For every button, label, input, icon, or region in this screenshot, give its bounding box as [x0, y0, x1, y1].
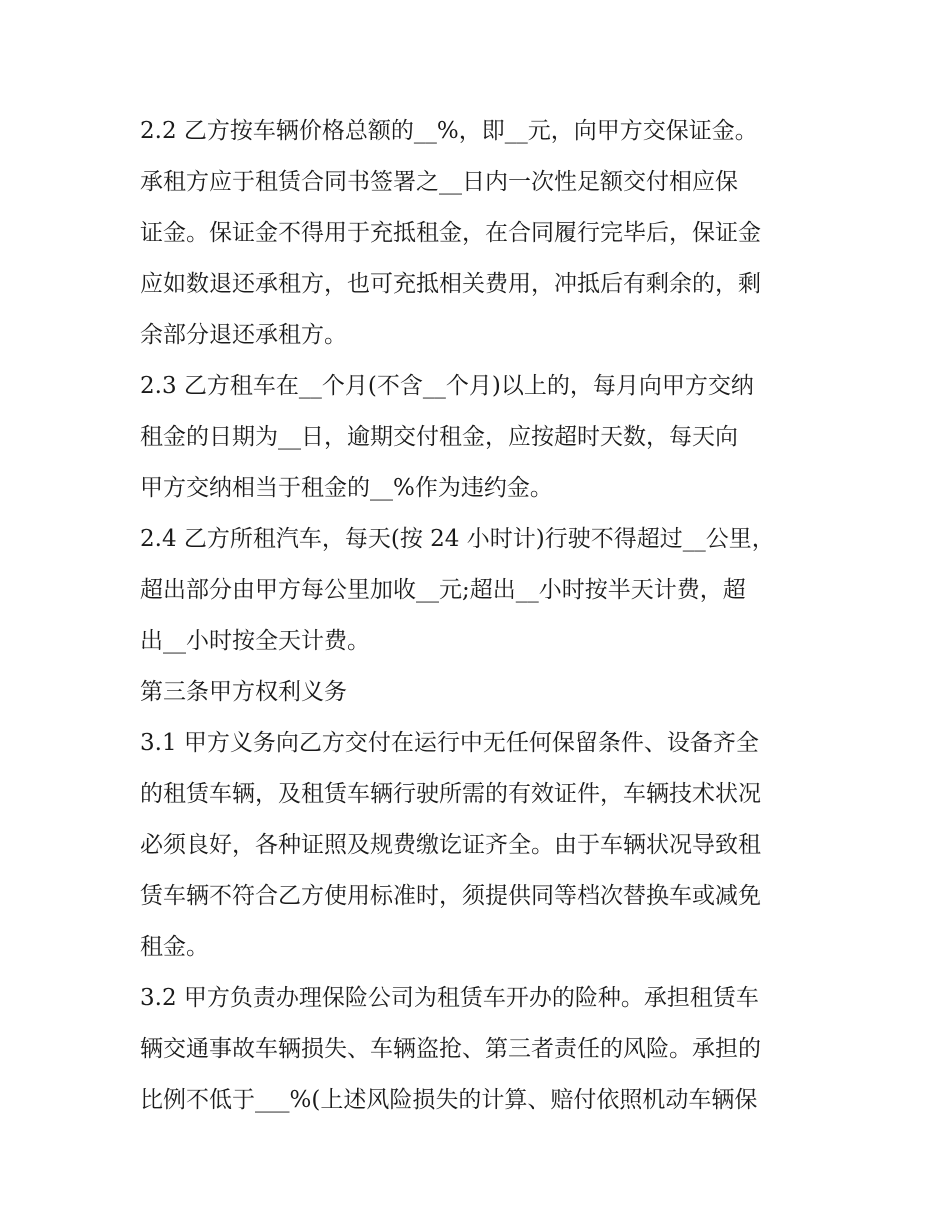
section-heading: 第三条甲方权利义务 [140, 679, 347, 705]
clause-2-2-line-3: 证金。保证金不得用于充抵租金，在合同履行完毕后，保证金 [140, 220, 761, 246]
clause-3-1-line-1: 3.1 甲方义务向乙方交付在运行中无任何保留条件、设备齐全 [140, 730, 759, 756]
clause-2-2-line-2: 承租方应于租赁合同书签署之__日内一次性足额交付相应保 [140, 169, 738, 195]
clause-3-2-line-3: 比例不低于___%(上述风险损失的计算、赔付依照机动车辆保 [140, 1087, 758, 1113]
clause-3-1-line-4: 赁车辆不符合乙方使用标准时，须提供同等档次替换车或减免 [140, 883, 761, 909]
clause-3-2-line-2: 辆交通事故车辆损失、车辆盗抢、第三者责任的风险。承担的 [140, 1036, 761, 1062]
clause-2-3-line-2: 租金的日期为__日，逾期交付租金，应按超时天数，每天向 [140, 424, 738, 450]
clause-2-3-line-3: 甲方交纳相当于租金的__%作为违约金。 [140, 475, 553, 501]
clause-2-2-line-5: 余部分退还承租方。 [140, 322, 347, 348]
clause-3-1-line-2: 的租赁车辆，及租赁车辆行驶所需的有效证件，车辆技术状况 [140, 781, 761, 807]
clause-2-4-line-2: 超出部分由甲方每公里加收__元;超出__小时按半天计费，超 [140, 577, 746, 603]
clause-2-3-line-1: 2.3 乙方租车在__个月(不含__个月)以上的，每月向甲方交纳 [140, 373, 754, 399]
clause-2-2-line-4: 应如数退还承租方，也可充抵相关费用，冲抵后有剩余的，剩 [140, 271, 761, 297]
clause-3-1-line-5: 租金。 [140, 934, 209, 960]
clause-2-4-line-3: 出__小时按全天计费。 [140, 628, 370, 654]
clause-3-2-line-1: 3.2 甲方负责办理保险公司为租赁车开办的险种。承担租赁车 [140, 985, 759, 1011]
clause-2-4-line-1: 2.4 乙方所租汽车，每天(按 24 小时计)行驶不得超过__公里， [140, 526, 775, 552]
clause-2-2-line-1: 2.2 乙方按车辆价格总额的__%，即__元，向甲方交保证金。 [140, 118, 758, 144]
document-body [140, 106, 820, 1126]
clause-3-1-line-3: 必须良好，各种证照及规费缴讫证齐全。由于车辆状况导致租 [140, 832, 761, 858]
